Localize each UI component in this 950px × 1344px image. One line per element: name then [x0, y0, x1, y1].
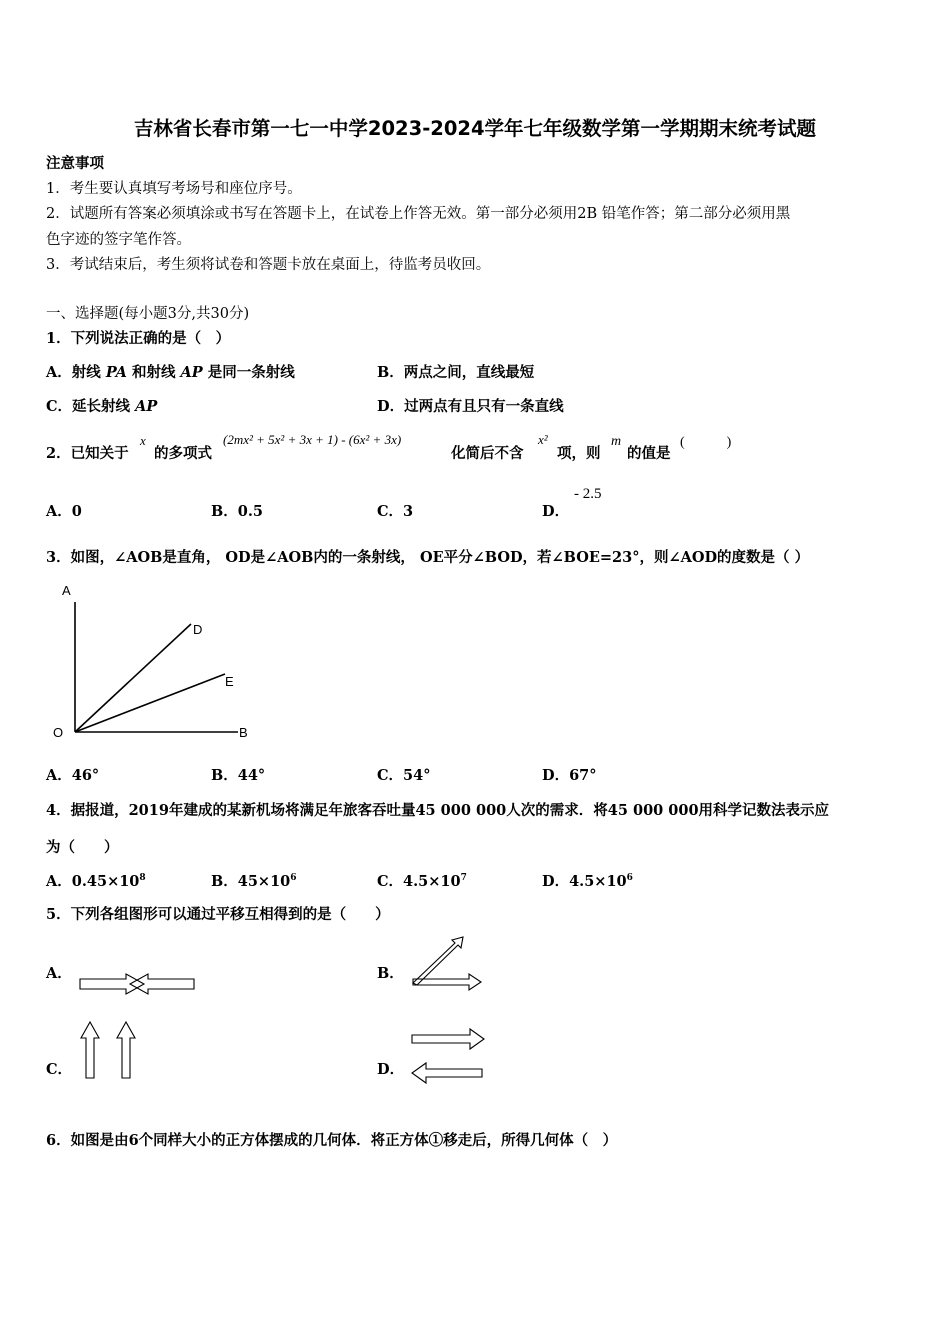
q5-option-d-figure [408, 1024, 498, 1084]
label-a: A [62, 583, 71, 598]
q2-option-a: A．0 [46, 503, 82, 520]
q3-option-d: D．67° [542, 767, 597, 784]
q2-term: x² [538, 432, 548, 447]
q5-option-a-figure [78, 970, 208, 1000]
notes-item: 1．考生要认真填写考场号和座位序号。 [46, 181, 302, 197]
q1-option-a: A．射线 PA 和射线 AP 是同一条射线 [46, 364, 295, 381]
q2-var-m: m [611, 434, 622, 449]
q2-mid1: 的多项式 [154, 445, 212, 462]
notes-item: 色字迹的签字笔作答。 [46, 232, 191, 248]
q5-option-c-label: C． [46, 1061, 73, 1078]
q4-stem: 4．据报道，2019年建成的某新机场将满足年旅客吞吐量45 000 000人次的需求．将45 000 000用科学记数法表示应 [46, 802, 830, 819]
q1-option-d: D．过两点有且只有一条直线 [377, 398, 564, 415]
q1-option-b: B．两点之间，直线最短 [377, 364, 535, 381]
q5-option-a-label: A． [46, 965, 72, 982]
q3-option-a: A．46° [46, 767, 100, 784]
arrow-up-shape [117, 1022, 135, 1078]
arrow-left-shape [130, 974, 194, 994]
q1-option-c: C．延长射线 AP [46, 398, 158, 415]
arrow-diagonal-shape [413, 937, 463, 985]
q2-post: 的值是 [627, 445, 671, 462]
q4-option-c: C．$4.5\times 10^7$ [377, 873, 467, 890]
q2-pre: 2．已知关于 [46, 445, 129, 462]
arrow-left-shape [412, 1063, 482, 1083]
q4-option-a: A．$0.45\times 10^8$ [46, 873, 146, 890]
q5-stem: 5．下列各组图形可以通过平移互相得到的是（ ） [46, 906, 390, 923]
notes-item: 3．考试结束后，考生须将试卷和答题卡放在桌面上，待监考员收回。 [46, 257, 491, 273]
ray-od [75, 624, 191, 732]
q5-option-b-figure [405, 933, 495, 998]
q5-option-c-figure [76, 1018, 156, 1083]
q2-option-b: B．0.5 [211, 503, 263, 520]
q2-formula: (2mx² + 5x² + 3x + 1) - (6x² + 3x) [223, 432, 402, 447]
q5-option-d-label: D． [377, 1061, 405, 1078]
arrow-right-shape [413, 974, 481, 990]
label-o: O [53, 725, 64, 740]
page-title: 吉林省长春市第一七一中学2023-2024学年七年级数学第一学期期末统考试题 [133, 117, 817, 140]
section-heading: 一、选择题(每小题3分,共30分) [46, 306, 250, 322]
arrow-right-shape [80, 974, 144, 994]
label-b: B [239, 725, 248, 740]
q3-stem: 3．如图，∠AOB是直角， OD是∠AOB内的一条射线， OE平分∠BOD，若∠BOE=23°，则∠AOD的度数是（ ） [46, 549, 810, 566]
q3-option-b: B．44° [211, 767, 266, 784]
q4-stem-cont: 为（ ） [46, 839, 119, 856]
q1-stem: 1．下列说法正确的是（ ） [46, 330, 231, 347]
q3-option-c: C．54° [377, 767, 431, 784]
q2-var-x: x [140, 433, 146, 448]
q2-mid3: 项，则 [557, 445, 601, 462]
arrow-right-shape [412, 1029, 484, 1049]
q4-option-d: D．$4.5\times 10^6$ [542, 873, 633, 890]
q2-option-c: C．3 [377, 503, 414, 520]
notes-heading: 注意事项 [46, 155, 104, 172]
arrow-up-shape [81, 1022, 99, 1078]
ray-oe [75, 674, 225, 732]
q2-option-d-value: - 2.5 [574, 486, 602, 502]
q2-paren: ( ) [680, 435, 732, 450]
q4-option-b: B．$45\times 10^6$ [211, 873, 297, 890]
label-d: D [193, 622, 203, 637]
q2-mid2: 化简后不含 [451, 445, 524, 462]
notes-item: 2．试题所有答案必须填涂或书写在答题卡上，在试卷上作答无效。第一部分必须用2B 铅笔作答；第二部分必须用黑 [46, 206, 791, 222]
q5-option-b-label: B． [377, 965, 404, 982]
q2-option-d: D． [542, 503, 570, 520]
q6-stem: 6．如图是由6个同样大小的正方体摆成的几何体．将正方体①移走后，所得几何体（ ） [46, 1132, 618, 1149]
label-e: E [225, 674, 234, 689]
